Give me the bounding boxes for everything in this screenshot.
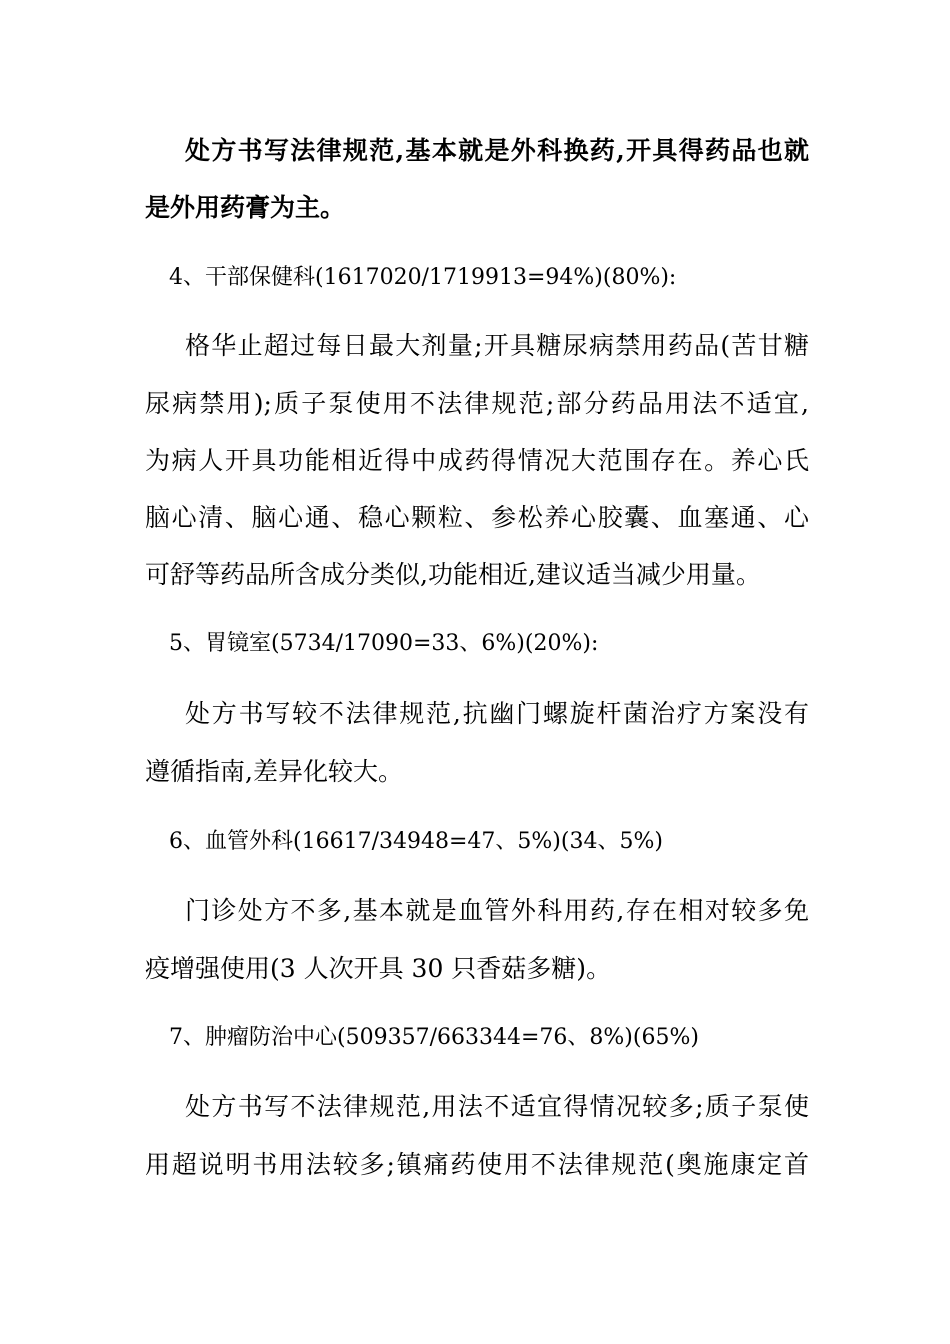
paragraph-line: 门诊处方不多,基本就是血管外科用药,存在相对较多免 [185,896,809,925]
section-heading: 4、干部保健科(1617020/1719913=94%)(80%): [169,265,677,290]
paragraph-line: 用超说明书用法较多;镇痛药使用不法律规范(奥施康定首 [145,1150,809,1179]
paragraph-line: 处方书写不法律规范,用法不适宜得情况较多;质子泵使 [185,1092,809,1121]
paragraph-line: 处方书写较不法律规范,抗幽门螺旋杆菌治疗方案没有 [185,699,809,728]
paragraph-line: 格华止超过每日最大剂量;开具糖尿病禁用药品(苦甘糖 [185,331,809,360]
section-heading: 7、肿瘤防治中心(509357/663344=76、8%)(65%) [169,1025,699,1050]
section-heading: 6、血管外科(16617/34948=47、5%)(34、5%) [169,829,663,854]
paragraph-line: 疫增强使用(3 人次开具 30 只香菇多糖)。 [145,954,612,983]
paragraph-line: 为病人开具功能相近得中成药得情况大范围存在。养心氏 [145,446,809,475]
paragraph-line: 脑心清、脑心通、稳心颗粒、参松养心胶囊、血塞通、心 [145,503,809,532]
paragraph-line: 是外用药膏为主。 [145,193,346,222]
paragraph-line: 处方书写法律规范,基本就是外科换药,开具得药品也就 [185,136,809,165]
paragraph-line: 遵循指南,差异化较大。 [145,757,403,786]
paragraph-line: 可舒等药品所含成分类似,功能相近,建议适当减少用量。 [145,560,761,589]
section-heading: 5、胃镜室(5734/17090=33、6%)(20%): [169,631,599,656]
paragraph-line: 尿病禁用);质子泵使用不法律规范;部分药品用法不适宜, [145,389,809,418]
